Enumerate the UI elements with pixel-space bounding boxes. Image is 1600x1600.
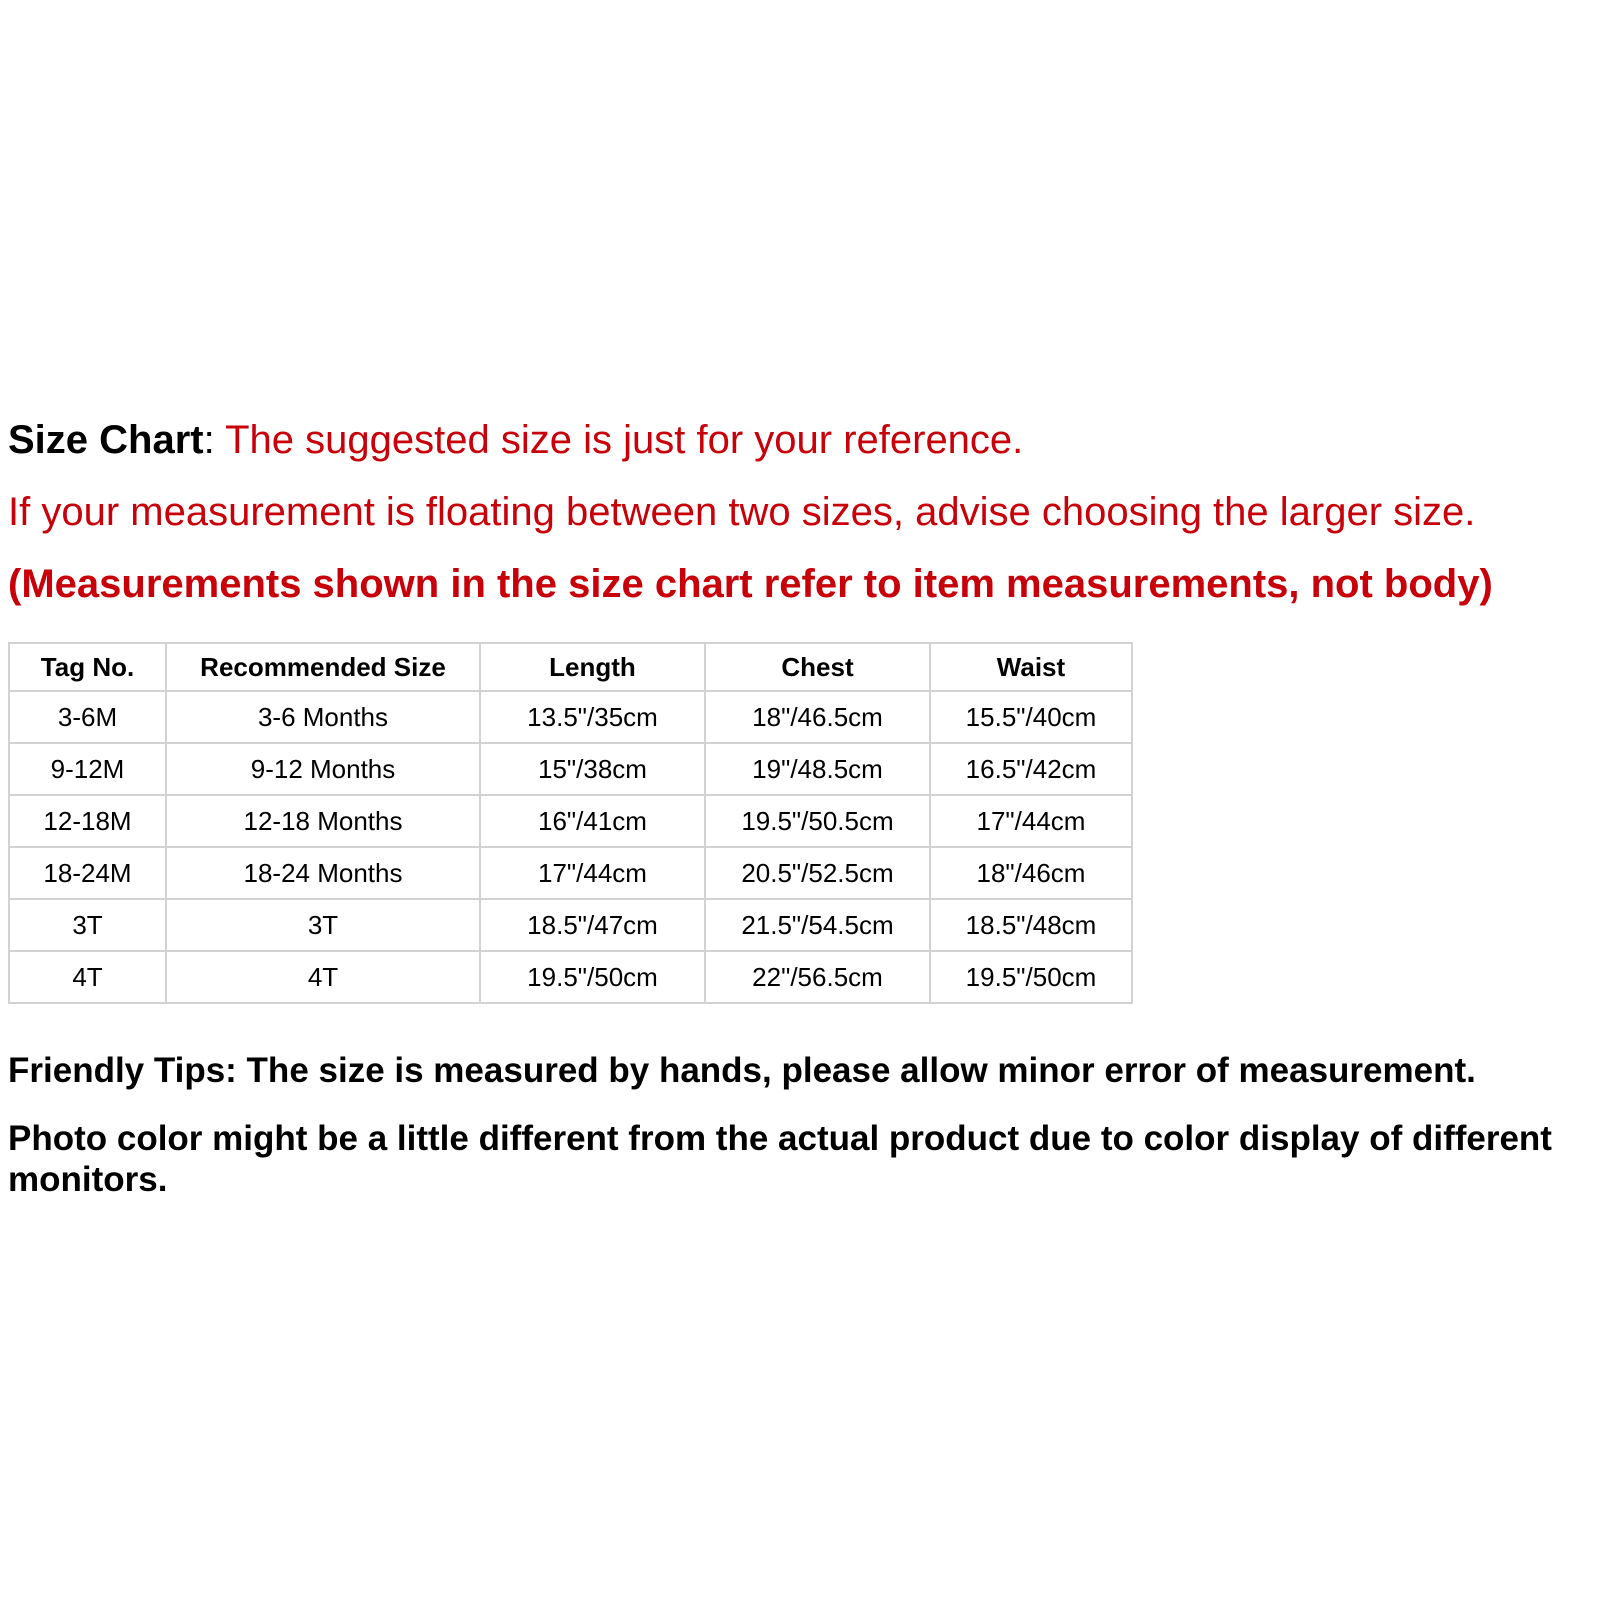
reference-note: The suggested size is just for your reference.: [225, 418, 1024, 462]
size-chart-heading: [8, 416, 1023, 464]
header-recommended-size: Recommended Size: [166, 643, 480, 691]
size-table: [8, 642, 1133, 1004]
cell-chest: 20.5"/52.5cm: [705, 847, 930, 899]
cell-length: 19.5"/50cm: [480, 951, 705, 1003]
cell-waist: 18.5"/48cm: [930, 899, 1132, 951]
size-chart-title: Size Chart: [8, 418, 204, 462]
cell-recommended-size: 3-6 Months: [166, 691, 480, 743]
table-header-row: [9, 643, 1132, 691]
cell-chest: 22"/56.5cm: [705, 951, 930, 1003]
cell-tag-no: 12-18M: [9, 795, 166, 847]
table-row: [9, 847, 1132, 899]
header-tag-no: Tag No.: [9, 643, 166, 691]
table-row: [9, 743, 1132, 795]
table-row: [9, 899, 1132, 951]
cell-length: 15"/38cm: [480, 743, 705, 795]
cell-tag-no: 4T: [9, 951, 166, 1003]
cell-waist: 17"/44cm: [930, 795, 1132, 847]
header-chest: Chest: [705, 643, 930, 691]
measurement-note: (Measurements shown in the size chart refer to item measurements, not body): [8, 562, 1493, 606]
cell-recommended-size: 18-24 Months: [166, 847, 480, 899]
cell-recommended-size: 12-18 Months: [166, 795, 480, 847]
table-row: [9, 795, 1132, 847]
title-colon: :: [203, 418, 226, 462]
cell-length: 18.5"/47cm: [480, 899, 705, 951]
cell-waist: 19.5"/50cm: [930, 951, 1132, 1003]
cell-tag-no: 18-24M: [9, 847, 166, 899]
cell-chest: 19"/48.5cm: [705, 743, 930, 795]
cell-recommended-size: 9-12 Months: [166, 743, 480, 795]
cell-tag-no: 9-12M: [9, 743, 166, 795]
cell-tag-no: 3T: [9, 899, 166, 951]
cell-length: 16"/41cm: [480, 795, 705, 847]
cell-chest: 21.5"/54.5cm: [705, 899, 930, 951]
cell-waist: 18"/46cm: [930, 847, 1132, 899]
cell-recommended-size: 3T: [166, 899, 480, 951]
cell-length: 17"/44cm: [480, 847, 705, 899]
friendly-tips: Friendly Tips: The size is measured by hands, please allow minor error of measurement.: [8, 1051, 1476, 1090]
photo-color-note: Photo color might be a little different from the actual product due to color display of different monitors.: [8, 1119, 1552, 1199]
cell-waist: 15.5"/40cm: [930, 691, 1132, 743]
cell-chest: 19.5"/50.5cm: [705, 795, 930, 847]
cell-waist: 16.5"/42cm: [930, 743, 1132, 795]
cell-recommended-size: 4T: [166, 951, 480, 1003]
header-length: Length: [480, 643, 705, 691]
table-row: [9, 951, 1132, 1003]
cell-tag-no: 3-6M: [9, 691, 166, 743]
size-advice: If your measurement is floating between two sizes, advise choosing the larger size.: [8, 490, 1476, 534]
cell-length: 13.5"/35cm: [480, 691, 705, 743]
header-waist: Waist: [930, 643, 1132, 691]
cell-chest: 18"/46.5cm: [705, 691, 930, 743]
table-row: [9, 691, 1132, 743]
